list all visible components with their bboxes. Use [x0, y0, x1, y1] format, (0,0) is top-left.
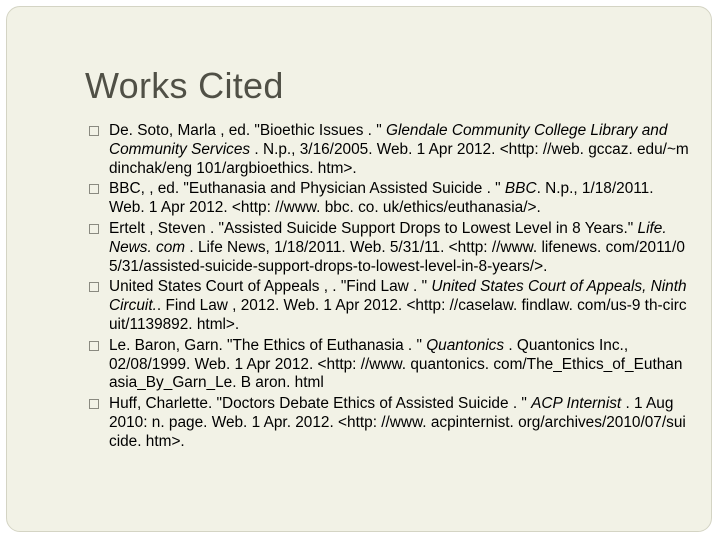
citation-source: Quantonics — [426, 336, 505, 354]
slide — [6, 6, 712, 532]
citation-text: Ertelt , Steven . "Assisted Suicide Support Drops to Lowest Level in 8 Years." — [109, 219, 638, 237]
citation-entry — [89, 122, 689, 178]
citation-url: <http: //www. lifenews. com/2011/05/31/assisted-suicide-support-drops-to-lowest-level-in-8-years/>. — [109, 238, 685, 275]
citation-url: <http: //www. quantonics. com/The_Ethics_of_Euthanasia_By_Garn_Le. B aron. html — [109, 355, 683, 392]
bullet-icon — [89, 341, 99, 351]
citation-source: United States Court of Appeals, Ninth Circuit. — [109, 278, 687, 315]
bullet-icon — [89, 184, 99, 194]
citation-url: <http: //www. bbc. co. uk/ethics/euthanasia/>. — [231, 199, 541, 217]
citation-entry — [89, 395, 689, 451]
citation-source: BBC — [504, 180, 537, 198]
citation-source: ACP Internist — [531, 395, 622, 413]
citation-text: . N.p., 1/18/2011. Web. 1 Apr 2012. — [109, 180, 654, 217]
citation-entry — [89, 278, 689, 334]
bullet-icon — [89, 282, 99, 292]
citation-text: . Quantonics Inc., 02/08/1999. Web. 1 Apr 2012. — [109, 336, 629, 373]
citation-text: De. Soto, Marla , ed. "Bioethic Issues . " — [109, 122, 386, 139]
bullet-icon — [89, 224, 99, 234]
citation-text: . N.p., 3/16/2005. Web. 1 Apr 2012. — [250, 140, 500, 158]
citation-text: BBC, , ed. "Euthanasia and Physician Assisted Suicide . " — [109, 180, 505, 198]
citation-text: United States Court of Appeals , . "Find Law . " — [109, 278, 432, 296]
citation-text: Huff, Charlette. "Doctors Debate Ethics of Assisted Suicide . " — [109, 395, 532, 413]
citation-source: Life. News. com — [109, 219, 667, 256]
citation-url: <http: //web. gccaz. edu/~mdinchak/eng 101/argbioethics. htm>. — [109, 140, 689, 177]
citation-text: Le. Baron, Garn. "The Ethics of Euthanasia . " — [109, 336, 427, 354]
citation-entry — [89, 220, 689, 276]
citation-source: Glendale Community College Library and Community Services — [109, 122, 668, 158]
works-cited-list — [89, 122, 689, 454]
slide-title: Works Cited — [85, 65, 284, 106]
citation-text: . Life News, 1/18/2011. Web. 5/31/11. — [185, 238, 449, 256]
citation-entry — [89, 180, 689, 218]
citation-text: . 1 Aug 2010: n. page. Web. 1 Apr. 2012. — [109, 395, 674, 431]
bullet-icon — [89, 399, 99, 409]
citation-entry — [89, 337, 689, 393]
bullet-icon — [89, 126, 99, 136]
citation-text: . Find Law , 2012. Web. 1 Apr 2012. — [156, 297, 407, 315]
citation-url: <http: //caselaw. findlaw. com/us-9 th-circuit/1139892. html>. — [109, 297, 687, 333]
citation-url: <http: //www. acpinternist. org/archives/2010/07/suicide. htm>. — [109, 413, 686, 450]
